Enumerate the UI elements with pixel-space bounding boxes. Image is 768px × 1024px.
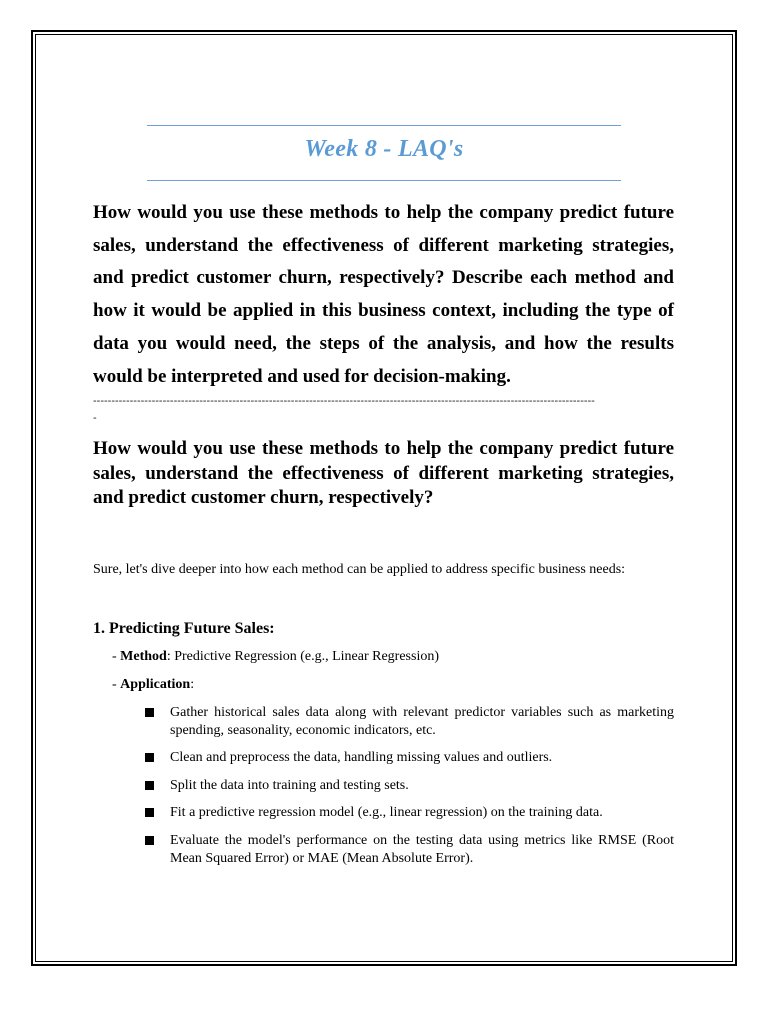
square-bullet-icon (145, 753, 154, 762)
answer-intro: Sure, let's dive deeper into how each method can be applied to address specific business needs: (93, 561, 626, 577)
square-bullet-icon (145, 836, 154, 845)
list-item (145, 832, 674, 868)
list-item (145, 777, 674, 795)
method-value: : Predictive Regression (e.g., Linear Regression) (166, 648, 439, 664)
title-rule-bottom (147, 180, 621, 181)
square-bullet-icon (145, 708, 154, 717)
application-steps-list (145, 704, 674, 868)
list-item-text: Fit a predictive regression model (e.g., linear regression) on the training data. (170, 805, 603, 821)
title-rule-top (147, 125, 621, 126)
method-label: Method (120, 648, 167, 664)
separator-line: ----------------------------------------------------------------------------------------------------------------------------------------- (93, 395, 595, 408)
application-line (112, 674, 674, 696)
list-item (145, 804, 674, 822)
question-intro: How would you use these methods to help the company predict future sales, understand the effectiveness of different marketing strategies, and predict customer churn, respectively? Describe each method and how it would be applied in this business context, including the type of data you would need, the steps of the analysis, and how the results would be interpreted and used for decision-making. (93, 202, 674, 387)
square-bullet-icon (145, 781, 154, 790)
list-item (145, 749, 674, 767)
list-item (145, 704, 674, 740)
application-label: Application (120, 676, 191, 692)
method-prefix: - (112, 648, 121, 664)
separator-tail: - (93, 412, 97, 425)
square-bullet-icon (145, 808, 154, 817)
list-item-text: Evaluate the model's performance on the testing data using metrics like RMSE (Root Mean Squared Error) or MAE (Mean Absolute Error). (170, 832, 674, 866)
question-repeat: How would you use these methods to help the company predict future sales, understand the effectiveness of different marketing strategies, and predict customer churn, respectively? (93, 438, 674, 509)
page-title: Week 8 - LAQ's (304, 136, 464, 162)
list-item-text: Clean and preprocess the data, handling missing values and outliers. (170, 750, 553, 766)
application-suffix: : (190, 676, 195, 692)
application-prefix: - (112, 676, 121, 692)
document-body (93, 197, 674, 877)
list-item-text: Gather historical sales data along with relevant predictor variables such as marketing spending, seasonality, economic indicators, etc. (170, 704, 674, 738)
section-heading: 1. Predicting Future Sales: (93, 619, 275, 637)
list-item-text: Split the data into training and testing sets. (170, 777, 409, 793)
method-line (112, 646, 674, 668)
